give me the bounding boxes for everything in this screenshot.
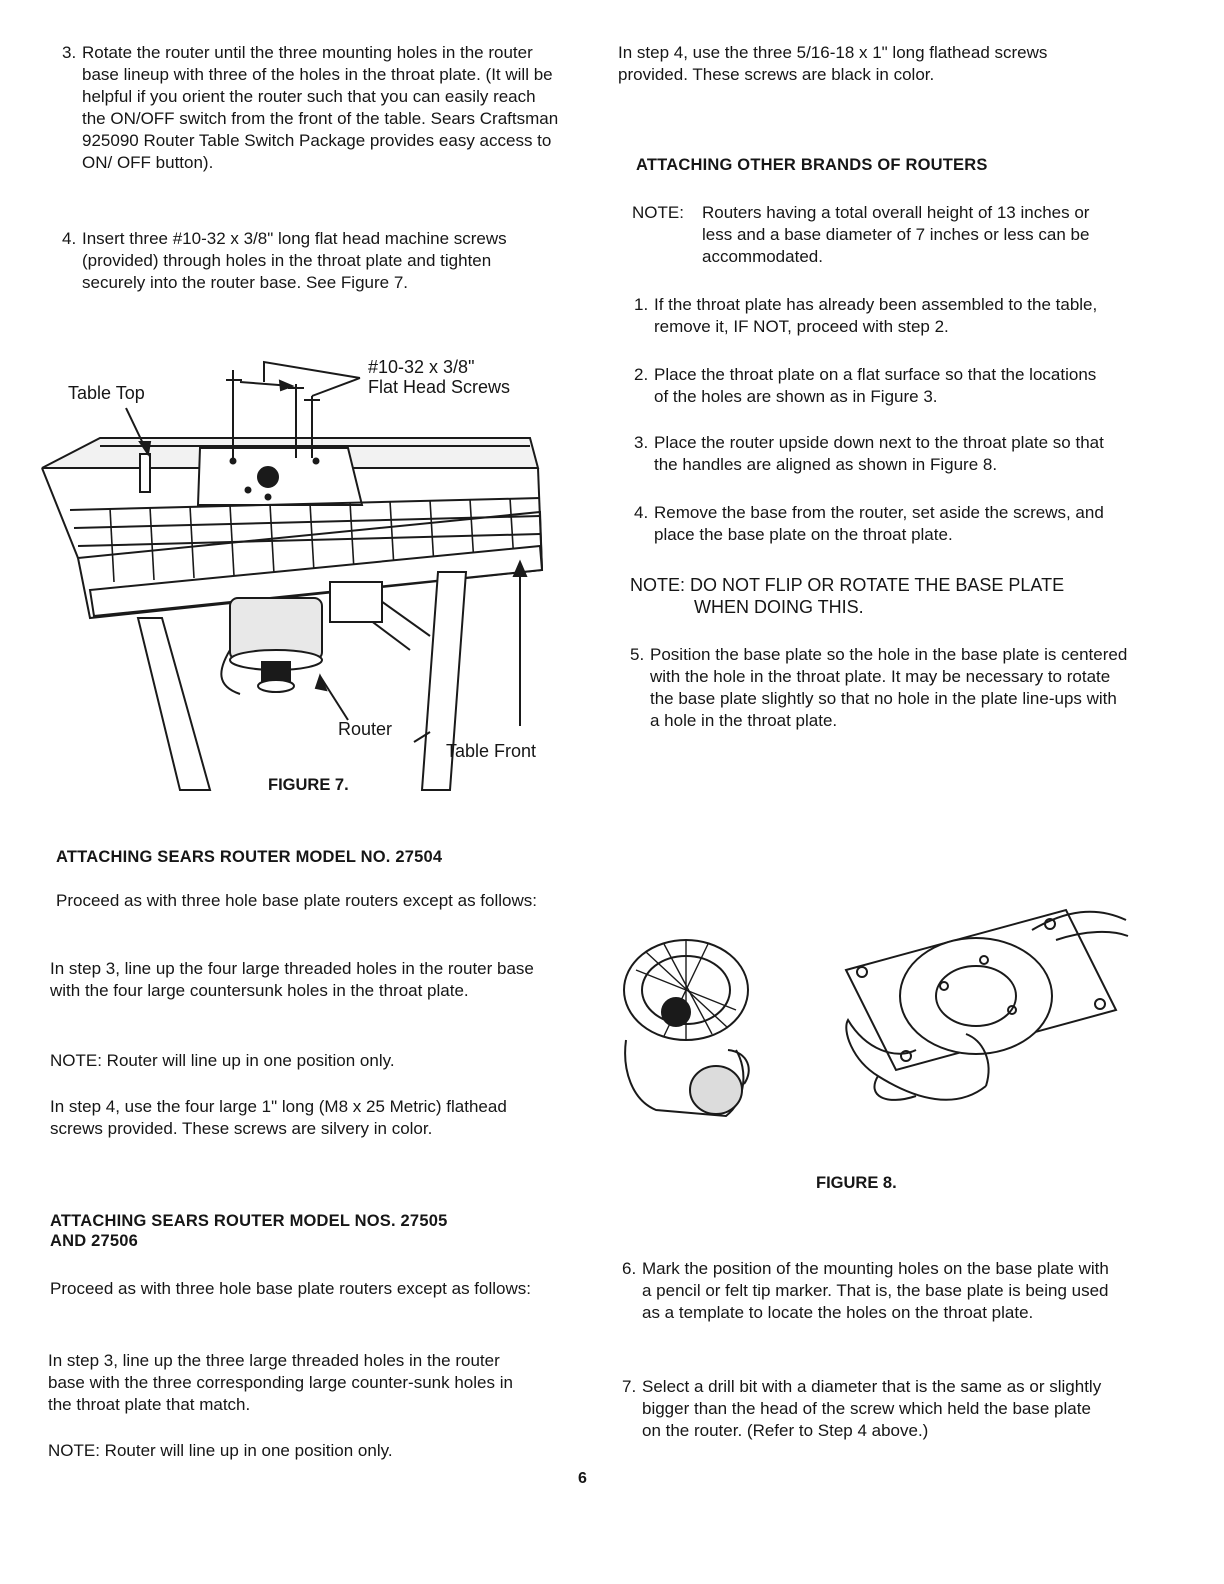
figure-7-label-table-front: Table Front — [446, 741, 537, 761]
section-27505-intro: Proceed as with three hole base plate routers except as follows: — [50, 1279, 531, 1298]
step-number: 5. — [630, 645, 645, 664]
heading-27504: ATTACHING SEARS ROUTER MODEL NO. 27504 — [56, 848, 443, 866]
heading-27505-line2: AND 27506 — [50, 1232, 139, 1250]
right-step-7 — [622, 1376, 1112, 1442]
heading-27505-line1: ATTACHING SEARS ROUTER MODEL NOS. 27505 — [50, 1212, 448, 1230]
note-do-not-flip-line1: NOTE: DO NOT FLIP OR ROTATE THE BASE PLATE — [630, 575, 1065, 595]
step-text: Insert three #10-32 x 3/8" long flat head machine screws (provided) through holes in the throat plate and tighten securely into the router base. See Figure 7. — [82, 229, 507, 292]
step-number: 4. — [634, 503, 649, 522]
step-number: 3. — [634, 433, 649, 452]
note-text: Routers having a total overall height of 13 inches or less and a base diameter of 7 inches or less can be accommodated. — [702, 203, 1090, 266]
left-step-4 — [62, 228, 542, 294]
step-text: Position the base plate so the hole in the base plate is centered with the hole in the throat plate. It may be necessary to rotate the base plate slightly so that no hole in the plate line-ups with a hole in the throat plate. — [650, 645, 1128, 730]
step-number: 2. — [634, 365, 649, 384]
step-text: Select a drill bit with a diameter that is the same as or slightly bigger than the head of the screw which held the base plate on the router. (Refer to Step 4 above.) — [642, 1377, 1102, 1440]
figure-7-label-flat-head-screws: Flat Head Screws — [368, 377, 511, 397]
section-27504-note: NOTE: Router will line up in one position only. — [50, 1051, 395, 1070]
section-27504-step3: In step 3, line up the four large threaded holes in the router base with the four large countersunk holes in the throat plate. — [50, 959, 534, 1000]
right-step-3 — [634, 432, 1124, 476]
figure-7-label-table-top: Table Top — [68, 383, 145, 403]
section-27505-step3: In step 3, line up the three large threaded holes in the router base with the three corresponding large counter-sunk holes in the throat plate that match. — [48, 1351, 513, 1414]
right-step-1 — [634, 294, 1124, 338]
heading-other-brands: ATTACHING OTHER BRANDS OF ROUTERS — [636, 156, 988, 174]
right-step-4 — [634, 502, 1124, 546]
left-step-3 — [62, 42, 562, 174]
page-number: 6 — [578, 1470, 587, 1487]
step-number: 6. — [622, 1259, 637, 1278]
step-text: Place the throat plate on a flat surface so that the locations of the holes are shown as in Figure 3. — [654, 365, 1097, 406]
note-do-not-flip-line2: WHEN DOING THIS. — [694, 597, 864, 617]
right-step-5 — [630, 644, 1130, 732]
step-text: If the throat plate has already been assembled to the table, remove it, IF NOT, proceed with step 2. — [654, 295, 1098, 336]
figure-8-caption: FIGURE 8. — [816, 1174, 897, 1192]
section-27504-step4: In step 4, use the four large 1" long (M8 x 25 Metric) flathead screws provided. These screws are silvery in color. — [50, 1097, 507, 1138]
step-text: Remove the base from the router, set aside the screws, and place the base plate on the throat plate. — [654, 503, 1104, 544]
note-label: NOTE: — [632, 203, 684, 222]
step-number: 4. — [62, 229, 77, 248]
step-text: Place the router upside down next to the throat plate so that the handles are aligned as shown in Figure 8. — [654, 433, 1104, 474]
figure-7-label-router: Router — [338, 719, 393, 739]
right-intro: In step 4, use the three 5/16-18 x 1" long flathead screws provided. These screws are black in color. — [618, 43, 1048, 84]
step-text: Mark the position of the mounting holes on the base plate with a pencil or felt tip marker. That is, the base plate is being used as a template to locate the holes on the throat plate. — [642, 1259, 1109, 1322]
figure-7-caption: FIGURE 7. — [268, 776, 349, 794]
section-27505-note: NOTE: Router will line up in one position only. — [48, 1441, 393, 1460]
figure-8-base-plate-illustration — [616, 900, 1136, 1180]
step-number: 7. — [622, 1377, 637, 1396]
step-number: 1. — [634, 295, 649, 314]
step-number: 3. — [62, 43, 77, 62]
right-step-2 — [634, 364, 1104, 408]
section-27504-intro: Proceed as with three hole base plate routers except as follows: — [56, 891, 537, 910]
step-text: Rotate the router until the three mounting holes in the router base lineup with three of the holes in the throat plate. (It will be helpful if you orient the router such that you can easily reach the ON/OFF switch from the front of the table. Sears Craftsman 925090 Router Table Switch Package provides easy access to ON/ OFF button). — [82, 43, 559, 172]
figure-7-label-screws-size: #10-32 x 3/8" — [368, 357, 475, 377]
note-router-size — [632, 202, 1122, 268]
right-step-6 — [622, 1258, 1112, 1324]
